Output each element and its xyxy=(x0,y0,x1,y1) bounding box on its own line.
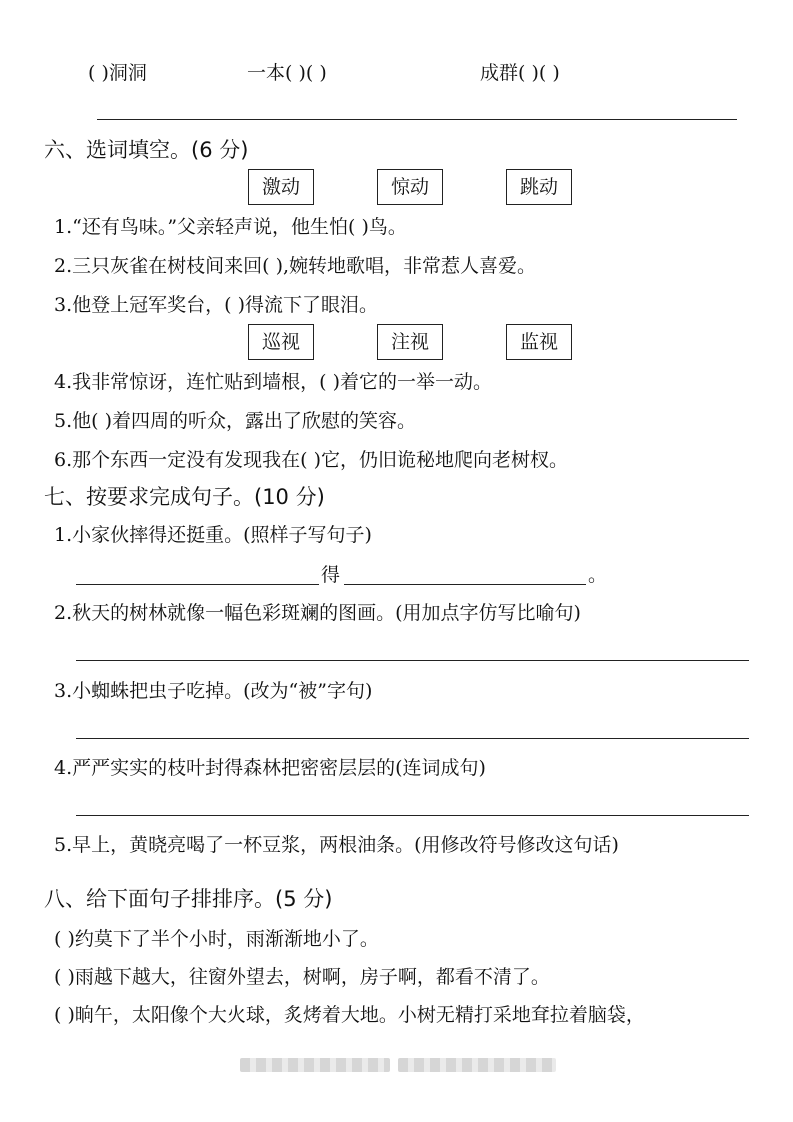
watermark-blur-right xyxy=(398,1058,556,1072)
s6-question-4: 4.我非常惊讶，连忙贴到墙根，( )着它的一举一动。 xyxy=(54,371,492,393)
s8-item-1: ( )约莫下了半个小时，雨渐渐地小了。 xyxy=(54,928,379,950)
answer-line-1a[interactable] xyxy=(76,584,319,585)
section8-heading: 八、给下面句子排排序。(5 分) xyxy=(44,887,333,911)
answer-line-4[interactable] xyxy=(76,815,749,816)
answer-line-3[interactable] xyxy=(76,738,749,739)
s7-question-2: 2.秋天的树林就像一幅色彩斑斓的图画。(用加点字仿写比喻句) xyxy=(54,602,581,624)
answer-line-1b[interactable] xyxy=(344,584,586,585)
s6-question-5: 5.他( )着四周的听众，露出了欣慰的笑容。 xyxy=(54,410,416,432)
word-box-jidong: 激动 xyxy=(248,169,314,205)
divider-line xyxy=(97,119,737,120)
word-box-tiaodong: 跳动 xyxy=(506,169,572,205)
top-row-item-3: 成群( )( ) xyxy=(480,62,560,84)
top-row-item-2: 一本( )( ) xyxy=(247,62,327,84)
top-row-item-1: ( )洞洞 xyxy=(88,62,147,84)
s7-q1-period: 。 xyxy=(588,564,608,586)
watermark-blur-left xyxy=(240,1058,390,1072)
s7-question-1: 1.小家伙摔得还挺重。(照样子写句子) xyxy=(54,524,372,546)
s7-q1-de: 得 xyxy=(321,564,341,586)
s7-question-5: 5.早上，黄晓亮喝了一杯豆浆，两根油条。(用修改符号修改这句话) xyxy=(54,834,619,856)
section6-heading: 六、选词填空。(6 分) xyxy=(44,138,249,162)
s6-question-3: 3.他登上冠军奖台，( )得流下了眼泪。 xyxy=(54,294,378,316)
section7-heading: 七、按要求完成句子。(10 分) xyxy=(44,485,325,509)
word-box-xunshi: 巡视 xyxy=(248,324,314,360)
word-box-zhushi: 注视 xyxy=(377,324,443,360)
answer-line-2[interactable] xyxy=(76,660,749,661)
word-box-jianshi: 监视 xyxy=(506,324,572,360)
s7-question-3: 3.小蜘蛛把虫子吃掉。(改为“被”字句) xyxy=(54,680,373,702)
word-box-jingdong: 惊动 xyxy=(377,169,443,205)
s6-question-6: 6.那个东西一定没有发现我在( )它，仍旧诡秘地爬向老树杈。 xyxy=(54,449,568,471)
s6-question-2: 2.三只灰雀在树枝间来回( ),婉转地歌唱，非常惹人喜爱。 xyxy=(54,255,537,277)
s6-question-1: 1.“还有鸟味。”父亲轻声说，他生怕( )鸟。 xyxy=(54,216,407,238)
s7-question-4: 4.严严实实的枝叶封得森林把密密层层的(连词成句) xyxy=(54,757,486,779)
s8-item-3: ( )晌午，太阳像个大火球，炙烤着大地。小树无精打采地耷拉着脑袋， xyxy=(54,1004,645,1026)
s8-item-2: ( )雨越下越大，往窗外望去，树啊，房子啊，都看不清了。 xyxy=(54,966,550,988)
